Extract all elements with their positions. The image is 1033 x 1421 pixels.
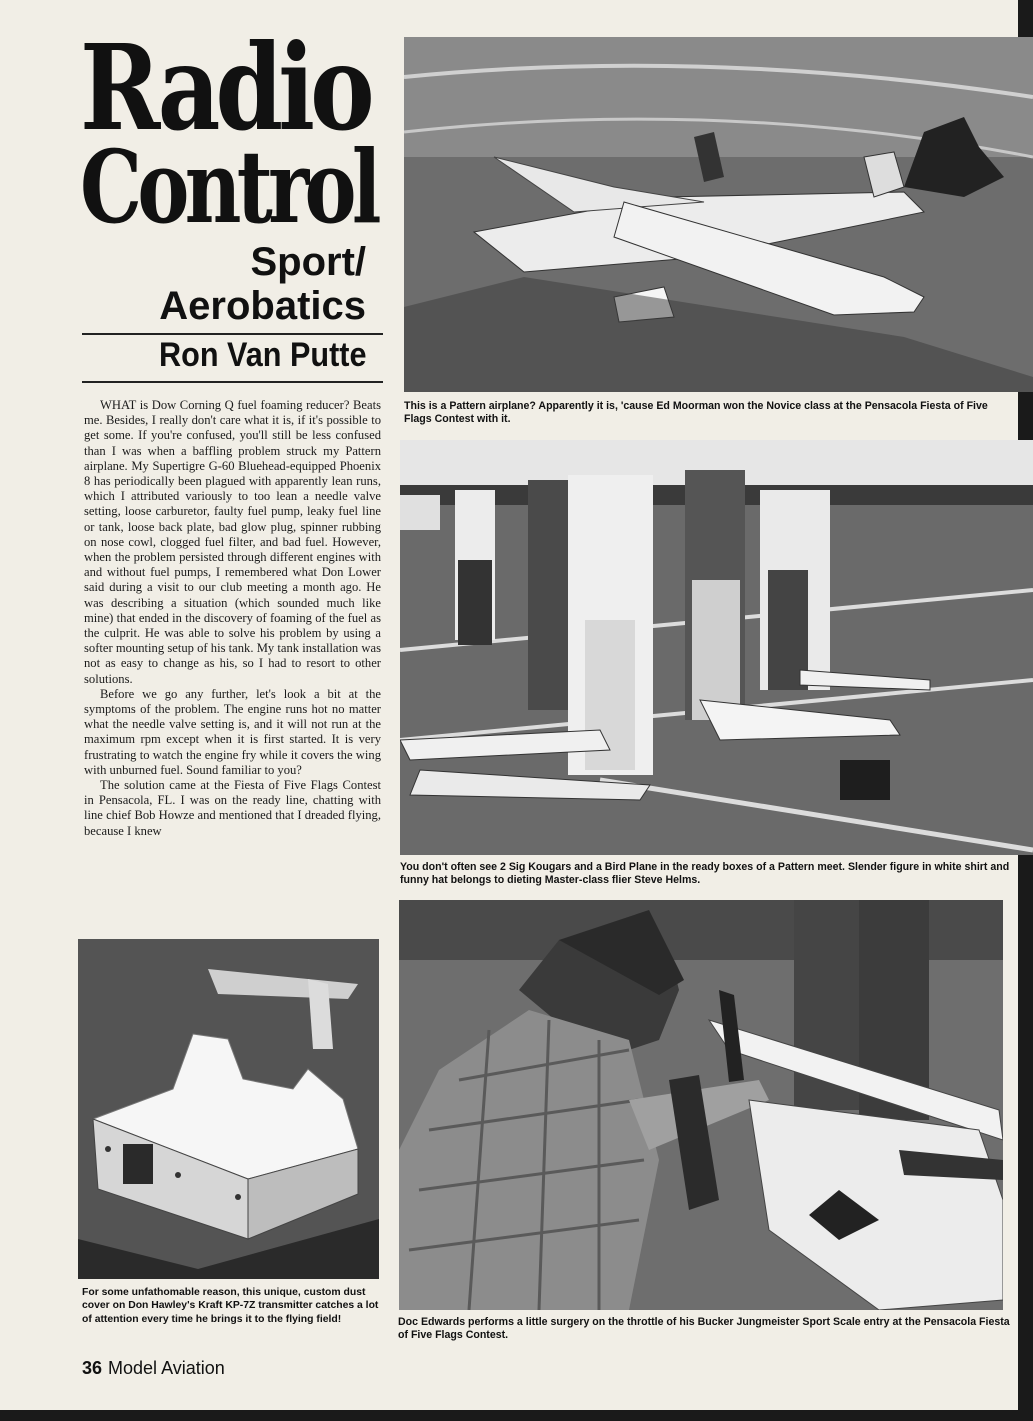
article-paragraph-3: The solution came at the Fiesta of Five Flags Contest in Pensacola, FL. I was on the ready line, chatting with line chief Bob Howze and mentioned that I dreaded flying, because I knew: [84, 778, 381, 838]
subtitle-aerobatics: Aerobatics: [159, 284, 366, 328]
article-paragraph-2: Before we go any further, let's look a bit at the symptoms of the problem. The engine runs hot no matter what the needle valve setting is, and it will not run at the maximum rpm except when it is first started. It is very frustrating to watch the engine fry while it covers the wing with unburned fuel. Sound familiar to you?: [84, 686, 381, 777]
article-paragraph-1: WHAT is Dow Corning Q fuel foaming reducer? Beats me. Besides, I really don't care what it is, if it's possible to get some. If you're confused, you'll still be less confused than I was when a baffling problem struck my Pattern airplane. My Supertigre G-60 Bluehead-equipped Phoenix 8 has periodically been plagued with apparently lean runs, which I attributed variously to too lean a needle valve setting, loose carburetor, faulty fuel pump, leaky fuel line or tank, loose back plate, bad glow plug, spinner rubbing on nose cowl, clogged fuel filter, and bad fuel. However, when the problem persisted through different engines with and without fuel pumps, I remembered what Don Lower said during a visit to our club meeting a month ago. He was describing a situation (which sounded much like mine) that ended in the discovery of foaming of the fuel as the culprit. He was able to solve his problem by using a softer mounting setup of his tank. My tank installation was not as easy to change as his, so I had to resort to other solutions.: [84, 398, 381, 686]
photo-throttle-surgery: [399, 900, 1003, 1310]
caption-photo-1: This is a Pattern airplane? Apparently it is, 'cause Ed Moorman won the Novice class at the Pensacola Fiesta of Five Flags Contest with it.: [404, 400, 988, 426]
title-radio: Radio: [80, 18, 370, 157]
photo-pattern-airplane: [404, 37, 1033, 392]
photo-transmitter-cover: [78, 939, 379, 1279]
article-body: [84, 398, 381, 933]
magazine-name: Model Aviation: [108, 1358, 225, 1378]
byline-rule: [82, 381, 383, 383]
caption-photo-2: You don't often see 2 Sig Kougars and a Bird Plane in the ready boxes of a Pattern meet. Slender figure in white shirt and funny hat belongs to dieting Master-class flier Steve Helms.: [400, 861, 1010, 887]
author-byline: Ron Van Putte: [158, 336, 366, 374]
page-footer: [82, 1358, 225, 1379]
photo-ready-boxes: [400, 440, 1033, 855]
subtitle-sport: Sport/: [250, 240, 366, 284]
title-control: Control: [80, 128, 377, 246]
caption-photo-3: For some unfathomable reason, this unique, custom dust cover on Don Hawley's Kraft KP-7Z transmitter catches a lot of attention every time he brings it to the flying field!: [82, 1287, 379, 1325]
title-rule: [82, 333, 383, 335]
caption-photo-4: Doc Edwards performs a little surgery on the throttle of his Bucker Jungmeister Sport Scale entry at the Pensacola Fiesta of Five Flags Contest.: [398, 1316, 1010, 1342]
page-number: 36: [82, 1358, 103, 1378]
